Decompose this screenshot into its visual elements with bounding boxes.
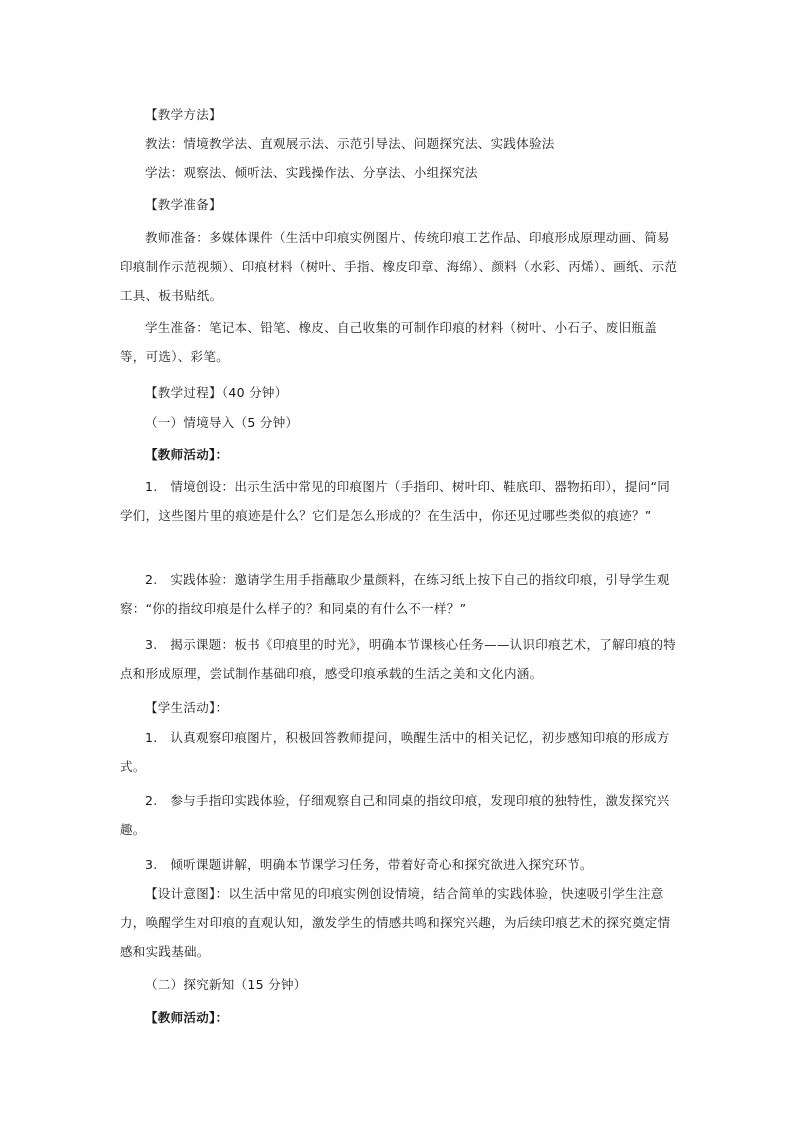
prep-heading: 【教学准备】 [145,197,222,212]
teacher-step-1: 1. 情境创设：出示生活中常见的印痕图片（手指印、树叶印、鞋底印、器物拓印），提问“同学们，这些图片里的痕迹是什么？它们是怎么形成的？在生活中，你还见过哪些类似的痕迹？” [120,479,671,523]
teaching-method: 教法：情境教学法、直观展示法、示范引导法、问题探究法、实践体验法 [145,136,555,151]
teacher-activity-heading-2: 【教师活动】： [145,1010,229,1025]
part2-heading: （二）探究新知（15 分钟） [145,977,307,992]
student-step-3: 3. 倾听课题讲解，明确本节课学习任务，带着好奇心和探究欲进入探究环节。 [145,857,593,872]
student-step-1: 1. 认真观察印痕图片，积极回答教师提问，唤醒生活中的相关记忆，初步感知印痕的形成方式。 [120,730,670,774]
teacher-activity-heading-1: 【教师活动】： [145,447,229,462]
design-intent: 【设计意图】：以生活中常见的印痕实例创设情境，结合简单的实践体验，快速吸引学生注意力，唤醒学生对印痕的直观认知，激发学生的情感共鸣和探究兴趣，为后续印痕艺术的探究奠定情感和实践基础。 [120,886,671,959]
student-prep: 学生准备：笔记本、铅笔、橡皮、自己收集的可制作印痕的材料（树叶、小石子、废旧瓶盖等，可选）、彩笔。 [120,320,658,364]
teacher-step-2: 2. 实践体验：邀请学生用手指蘸取少量颜料，在练习纸上按下自己的指纹印痕，引导学生观察：“你的指纹印痕是什么样子的？和同桌的有什么不一样？” [120,572,670,616]
process-heading: 【教学过程】（40 分钟） [145,385,288,400]
student-activity-heading: 【学生活动】： [145,700,229,715]
part1-heading: （一）情境导入（5 分钟） [145,415,299,430]
learning-method: 学法：观察法、倾听法、实践操作法、分享法、小组探究法 [145,165,478,180]
student-step-2: 2. 参与手指印实践体验，仔细观察自己和同桌的指纹印痕，发现印痕的独特性，激发探究兴趣。 [120,793,670,837]
teacher-step-3: 3. 揭示课题：板书《印痕里的时光》，明确本节课核心任务——认识印痕艺术，了解印痕的特点和形成原理，尝试制作基础印痕，感受印痕承载的生活之美和文化内涵。 [120,637,677,681]
teacher-prep: 教师准备：多媒体课件（生活中印痕实例图片、传统印痕工艺作品、印痕形成原理动画、简易印痕制作示范视频）、印痕材料（树叶、手指、橡皮印章、海绵）、颜料（水彩、丙烯）、画纸、示范工具、板书贴纸。 [120,230,678,303]
method-heading: 【教学方法】 [145,107,222,122]
